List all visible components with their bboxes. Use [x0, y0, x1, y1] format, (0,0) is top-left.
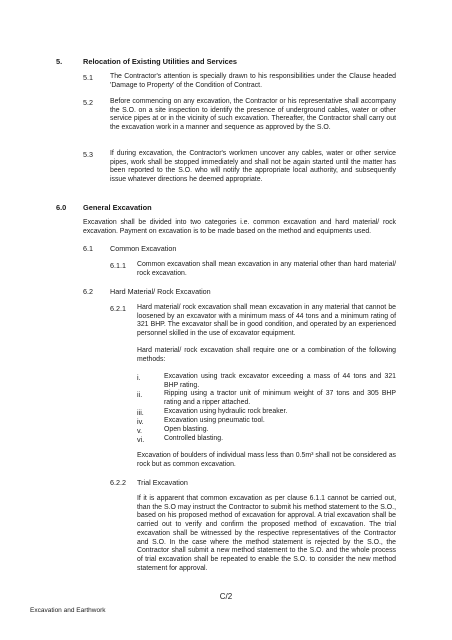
method-5-number: v.: [137, 426, 143, 435]
methods-intro: Hard material/ rock excavation shall require one or a combination of the following methods:: [137, 347, 396, 363]
clause-6-1-1-number: 6.1.1: [110, 261, 126, 270]
method-6-number: vi.: [137, 435, 145, 444]
method-5-text: Open blasting.: [164, 426, 209, 433]
section-6-heading: General Excavation: [83, 203, 152, 212]
method-2-text: Ripping using a tractor unit of minimum weight of 37 tons and 305 BHP rating and a ripper attached.: [164, 390, 396, 406]
clause-5-3-text: If during excavation, the Contractor's workmen uncover any cables, water or other service pipes, work shall be stopped immediately and shall not be again started until the matter has been reported to the S.O. who will notify the appropriate local authority, and subsequently issue whatever directions he deemed appropriate.: [110, 150, 396, 184]
clause-6-1-heading: Common Excavation: [110, 244, 177, 253]
clause-6-2-2-text: If it is apparent that common excavation as per clause 6.1.1 cannot be carried out, than the S.O may instruct the Contractor to submit his method statement to the S.O., based on his proposed method of excavation for approval. A trial excavation shall be carried out to verify and confirm the proposed method of excavation. The trial excavation shall be witnessed by the respective representatives of the Contractor and S.O. In the case where the method statement is rejected by the S.O., the Contractor shall submit a new method statement to the S.O. and the whole process of trial excavation shall be repeated to enable the S.O. to consider the new method statement for approval.: [137, 495, 396, 572]
method-3-text: Excavation using hydraulic rock breaker.: [164, 408, 288, 415]
footer-label: Excavation and Earthwork: [30, 607, 106, 614]
clause-6-2-1-number: 6.2.1: [110, 304, 126, 313]
clause-6-1-number: 6.1: [83, 244, 93, 253]
section-5-heading: Relocation of Existing Utilities and Services: [83, 57, 238, 66]
clause-5-2-number: 5.2: [83, 98, 93, 107]
clause-6-2-number: 6.2: [83, 287, 93, 296]
section-6-intro: Excavation shall be divided into two categories i.e. common excavation and hard material/ rock excavation. Payment on excavation is to be made based on the method and equipments used.: [83, 219, 396, 235]
section-6-number: 6.0: [56, 203, 67, 212]
clause-6-1-1-text: Common excavation shall mean excavation in any material other than hard material/ rock excavation.: [137, 261, 396, 277]
section-5-number: 5.: [56, 57, 63, 66]
boulders-note: Excavation of boulders of individual mass less than 0.5m³ shall not be considered as rock but as common excavation.: [137, 452, 396, 468]
method-4-number: iv.: [137, 417, 144, 426]
clause-5-1-text: The Contractor's attention is specially drawn to his responsibilities under the Clause headed 'Damage to Property' of the Condition of Contract.: [110, 73, 396, 89]
clause-6-2-2-heading: Trial Excavation: [137, 478, 188, 487]
clause-6-2-2-number: 6.2.2: [110, 478, 126, 487]
page-number: C/2: [219, 592, 233, 601]
method-4-text: Excavation using pneumatic tool.: [164, 417, 265, 424]
method-1-number: i.: [137, 373, 141, 382]
clause-5-3-number: 5.3: [83, 150, 93, 159]
method-3-number: iii.: [137, 408, 144, 417]
clause-5-2-text: Before commencing on any excavation, the Contractor or his representative shall accompany the S.O. on a site inspection to identify the presence of underground cables, water or other service pipes at or in the vicinity of such excavation. Thereafter, the Contractor shall carry out the excavation work in a manner and sequence as approved by the S.O.: [110, 98, 396, 132]
method-2-number: ii.: [137, 390, 143, 399]
clause-5-1-number: 5.1: [83, 73, 93, 82]
method-6-text: Controlled blasting.: [164, 435, 223, 442]
clause-6-2-1-text: Hard material/ rock excavation shall mean excavation in any material that cannot be loosened by an excavator with a minimum mass of 44 tons and a minimum rating of 321 BHP. The excavator shall be in good condition, and operated by an experienced personnel skilled in the use of excavator equipment.: [137, 304, 396, 338]
method-1-text: Excavation using track excavator exceeding a mass of 44 tons and 321 BHP rating.: [164, 373, 396, 389]
clause-6-2-heading: Hard Material/ Rock Excavation: [110, 287, 211, 296]
